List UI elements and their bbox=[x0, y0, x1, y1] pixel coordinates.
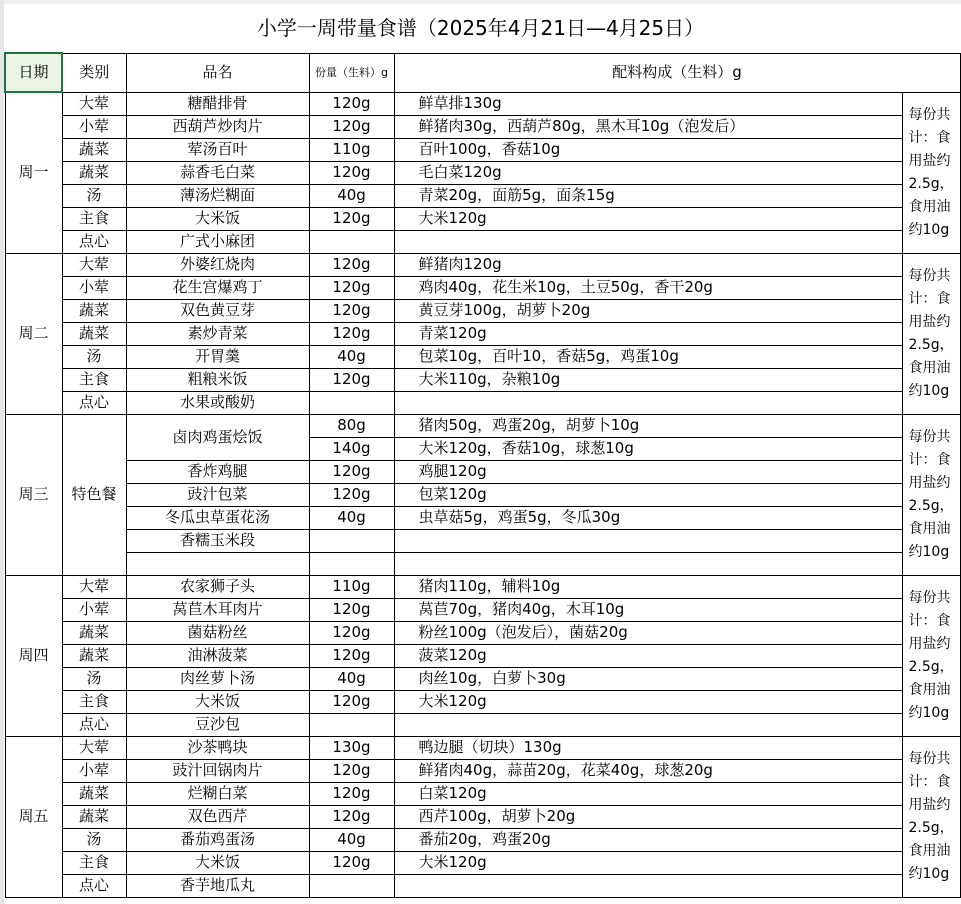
table-row bbox=[5, 345, 960, 368]
dish-cell[interactable]: 薄汤烂糊面 bbox=[126, 184, 309, 207]
table-row bbox=[5, 598, 960, 621]
table-row bbox=[5, 759, 960, 782]
dish-cell[interactable]: 烂糊白菜 bbox=[126, 782, 309, 805]
category-cell[interactable]: 主食 bbox=[62, 690, 126, 713]
qty-cell[interactable] bbox=[309, 713, 394, 736]
dish-cell[interactable]: 外婆红烧肉 bbox=[126, 253, 309, 276]
category-cell[interactable]: 点心 bbox=[62, 713, 126, 736]
table-row bbox=[5, 874, 960, 897]
dish-cell[interactable]: 农家狮子头 bbox=[126, 575, 309, 598]
day-cell[interactable]: 周五 bbox=[5, 736, 62, 897]
dish-cell[interactable] bbox=[126, 552, 309, 575]
category-cell[interactable]: 主食 bbox=[62, 851, 126, 874]
qty-cell[interactable]: 120g bbox=[309, 644, 394, 667]
qty-cell[interactable]: 110g bbox=[309, 138, 394, 161]
table-row bbox=[5, 230, 960, 253]
ingredients-cell[interactable] bbox=[394, 552, 902, 575]
ingredients-cell[interactable] bbox=[394, 713, 902, 736]
dish-cell[interactable]: 卤肉鸡蛋烩饭 bbox=[126, 414, 309, 460]
category-cell[interactable]: 小荤 bbox=[62, 759, 126, 782]
header-category[interactable]: 类别 bbox=[62, 53, 126, 92]
dish-cell[interactable]: 香炸鸡腿 bbox=[126, 460, 309, 483]
dish-cell[interactable]: 粗粮米饭 bbox=[126, 368, 309, 391]
page-title: 小学一周带量食谱（2025年4月21日—4月25日） bbox=[256, 15, 705, 40]
menu-table bbox=[4, 52, 961, 898]
qty-cell[interactable]: 120g bbox=[309, 92, 394, 115]
table-row bbox=[5, 161, 960, 184]
dish-cell[interactable]: 沙茶鸭块 bbox=[126, 736, 309, 759]
table-row bbox=[5, 92, 960, 115]
table-row bbox=[5, 782, 960, 805]
table-row bbox=[5, 644, 960, 667]
category-cell[interactable]: 蔬菜 bbox=[62, 805, 126, 828]
dish-cell[interactable]: 广式小麻团 bbox=[126, 230, 309, 253]
table-row bbox=[5, 736, 960, 759]
qty-cell[interactable]: 40g bbox=[309, 345, 394, 368]
table-row bbox=[5, 368, 960, 391]
table-row bbox=[5, 207, 960, 230]
day-cell[interactable]: 周一 bbox=[5, 92, 62, 253]
dish-cell[interactable]: 豆沙包 bbox=[126, 713, 309, 736]
category-cell[interactable]: 大荤 bbox=[62, 92, 126, 115]
table-row bbox=[5, 184, 960, 207]
qty-cell[interactable] bbox=[309, 529, 394, 552]
table-row bbox=[5, 529, 960, 552]
category-cell[interactable]: 主食 bbox=[62, 207, 126, 230]
dish-cell[interactable]: 西葫芦炒肉片 bbox=[126, 115, 309, 138]
category-cell[interactable]: 大荤 bbox=[62, 253, 126, 276]
ingredients-cell[interactable]: 莴苣70g，猪肉40g，木耳10g bbox=[394, 598, 902, 621]
qty-cell[interactable]: 110g bbox=[309, 575, 394, 598]
qty-cell[interactable]: 120g bbox=[309, 690, 394, 713]
category-cell[interactable]: 汤 bbox=[62, 184, 126, 207]
ingredients-cell[interactable]: 包菜10g，百叶10，香菇5g，鸡蛋10g bbox=[394, 345, 902, 368]
qty-cell[interactable]: 120g bbox=[309, 207, 394, 230]
dish-cell[interactable]: 菌菇粉丝 bbox=[126, 621, 309, 644]
table-row bbox=[5, 575, 960, 598]
ingredients-cell[interactable]: 青菜120g bbox=[394, 322, 902, 345]
note-cell[interactable]: 每份共计：食用盐约2.5g，食用油约10g bbox=[902, 414, 960, 575]
ingredients-cell[interactable]: 肉丝10g，白萝卜30g bbox=[394, 667, 902, 690]
table-row bbox=[5, 322, 960, 345]
header-row bbox=[5, 53, 960, 92]
ingredients-cell[interactable]: 粉丝100g（泡发后），菌菇20g bbox=[394, 621, 902, 644]
category-cell[interactable]: 点心 bbox=[62, 874, 126, 897]
ingredients-cell[interactable]: 毛白菜120g bbox=[394, 161, 902, 184]
dish-cell[interactable]: 花生宫爆鸡丁 bbox=[126, 276, 309, 299]
qty-cell[interactable]: 120g bbox=[309, 460, 394, 483]
category-cell[interactable]: 点心 bbox=[62, 391, 126, 414]
table-row bbox=[5, 414, 960, 437]
note-cell[interactable]: 每份共计：食用盐约2.5g，食用油约10g bbox=[902, 575, 960, 736]
category-cell[interactable]: 主食 bbox=[62, 368, 126, 391]
qty-cell[interactable]: 40g bbox=[309, 506, 394, 529]
dish-cell[interactable]: 素炒青菜 bbox=[126, 322, 309, 345]
category-cell[interactable]: 蔬菜 bbox=[62, 644, 126, 667]
header-ingredients[interactable]: 配料构成（生料）g bbox=[394, 53, 960, 92]
table-row bbox=[5, 828, 960, 851]
note-cell[interactable]: 每份共计：食用盐约2.5g，食用油约10g bbox=[902, 736, 960, 897]
category-cell[interactable]: 汤 bbox=[62, 345, 126, 368]
note-cell[interactable]: 每份共计：食用盐约2.5g，食用油约10g bbox=[902, 253, 960, 414]
ingredients-cell[interactable]: 大米120g bbox=[394, 690, 902, 713]
table-row bbox=[5, 299, 960, 322]
category-cell[interactable]: 蔬菜 bbox=[62, 782, 126, 805]
ingredients-cell[interactable]: 番茄20g，鸡蛋20g bbox=[394, 828, 902, 851]
qty-cell[interactable]: 120g bbox=[309, 161, 394, 184]
header-dish[interactable]: 品名 bbox=[126, 53, 309, 92]
qty-cell[interactable]: 120g bbox=[309, 621, 394, 644]
category-cell[interactable]: 汤 bbox=[62, 828, 126, 851]
qty-cell[interactable]: 120g bbox=[309, 322, 394, 345]
ingredients-cell[interactable]: 白菜120g bbox=[394, 782, 902, 805]
ingredients-cell[interactable]: 大米110g，杂粮10g bbox=[394, 368, 902, 391]
note-cell[interactable]: 每份共计：食用盐约2.5g，食用油约10g bbox=[902, 92, 960, 253]
category-cell[interactable]: 大荤 bbox=[62, 736, 126, 759]
ingredients-cell[interactable]: 鸡腿120g bbox=[394, 460, 902, 483]
qty-cell[interactable]: 80g bbox=[309, 414, 394, 437]
category-cell[interactable]: 蔬菜 bbox=[62, 621, 126, 644]
ingredients-cell[interactable]: 青菜20g，面筋5g，面条15g bbox=[394, 184, 902, 207]
qty-cell[interactable] bbox=[309, 391, 394, 414]
qty-cell[interactable]: 40g bbox=[309, 184, 394, 207]
category-cell[interactable]: 点心 bbox=[62, 230, 126, 253]
dish-cell[interactable]: 油淋菠菜 bbox=[126, 644, 309, 667]
dish-cell[interactable]: 香芋地瓜丸 bbox=[126, 874, 309, 897]
day-cell[interactable]: 周四 bbox=[5, 575, 62, 736]
qty-cell[interactable] bbox=[309, 552, 394, 575]
qty-cell[interactable]: 120g bbox=[309, 368, 394, 391]
qty-cell[interactable]: 120g bbox=[309, 851, 394, 874]
ingredients-cell[interactable]: 鲜猪肉120g bbox=[394, 253, 902, 276]
dish-cell[interactable]: 大米饭 bbox=[126, 851, 309, 874]
table-row bbox=[5, 552, 960, 575]
dish-cell[interactable]: 番茄鸡蛋汤 bbox=[126, 828, 309, 851]
table-row bbox=[5, 690, 960, 713]
dish-cell[interactable]: 豉汁回锅肉片 bbox=[126, 759, 309, 782]
ingredients-cell[interactable]: 菠菜120g bbox=[394, 644, 902, 667]
qty-cell[interactable]: 120g bbox=[309, 253, 394, 276]
qty-cell[interactable]: 40g bbox=[309, 828, 394, 851]
table-row bbox=[5, 276, 960, 299]
qty-cell[interactable]: 120g bbox=[309, 598, 394, 621]
dish-cell[interactable]: 香糯玉米段 bbox=[126, 529, 309, 552]
header-qty[interactable]: 份量（生料）g bbox=[309, 53, 394, 92]
ingredients-cell[interactable]: 鲜猪肉40g，蒜苗20g，花菜40g，球葱20g bbox=[394, 759, 902, 782]
table-row bbox=[5, 115, 960, 138]
dish-cell[interactable]: 冬瓜虫草蛋花汤 bbox=[126, 506, 309, 529]
header-date[interactable]: 日期 bbox=[5, 53, 62, 92]
ingredients-cell[interactable]: 黄豆芽100g，胡萝卜20g bbox=[394, 299, 902, 322]
dish-cell[interactable]: 蒜香毛白菜 bbox=[126, 161, 309, 184]
ingredients-cell[interactable]: 大米120g bbox=[394, 207, 902, 230]
dish-cell[interactable]: 双色黄豆芽 bbox=[126, 299, 309, 322]
dish-cell[interactable]: 大米饭 bbox=[126, 207, 309, 230]
table-row bbox=[5, 667, 960, 690]
table-row bbox=[5, 713, 960, 736]
category-cell[interactable]: 蔬菜 bbox=[62, 299, 126, 322]
dish-cell[interactable]: 水果或酸奶 bbox=[126, 391, 309, 414]
category-cell[interactable]: 小荤 bbox=[62, 115, 126, 138]
qty-cell[interactable]: 120g bbox=[309, 115, 394, 138]
category-cell[interactable]: 蔬菜 bbox=[62, 161, 126, 184]
qty-cell[interactable]: 120g bbox=[309, 782, 394, 805]
qty-cell[interactable]: 120g bbox=[309, 299, 394, 322]
category-cell[interactable]: 汤 bbox=[62, 667, 126, 690]
ingredients-cell[interactable]: 大米120g bbox=[394, 851, 902, 874]
qty-cell[interactable]: 120g bbox=[309, 483, 394, 506]
ingredients-cell[interactable]: 鲜草排130g bbox=[394, 92, 902, 115]
ingredients-cell[interactable] bbox=[394, 529, 902, 552]
ingredients-cell[interactable]: 鸡肉40g，花生米10g，土豆50g，香干20g bbox=[394, 276, 902, 299]
category-cell[interactable]: 小荤 bbox=[62, 276, 126, 299]
ingredients-cell[interactable]: 包菜120g bbox=[394, 483, 902, 506]
category-cell[interactable]: 小荤 bbox=[62, 598, 126, 621]
ingredients-cell[interactable]: 大米120g，香菇10g，球葱10g bbox=[394, 437, 902, 460]
ingredients-cell[interactable]: 西芹100g，胡萝卜20g bbox=[394, 805, 902, 828]
dish-cell[interactable]: 豉汁包菜 bbox=[126, 483, 309, 506]
dish-cell[interactable]: 肉丝萝卜汤 bbox=[126, 667, 309, 690]
dish-cell[interactable]: 荤汤百叶 bbox=[126, 138, 309, 161]
dish-cell[interactable]: 莴苣木耳肉片 bbox=[126, 598, 309, 621]
category-cell[interactable]: 蔬菜 bbox=[62, 322, 126, 345]
day-cell[interactable]: 周三 bbox=[5, 414, 62, 575]
ingredients-cell[interactable]: 鸭边腿（切块）130g bbox=[394, 736, 902, 759]
qty-cell[interactable]: 140g bbox=[309, 437, 394, 460]
table-row bbox=[5, 138, 960, 161]
table-row bbox=[5, 253, 960, 276]
menu-body bbox=[5, 92, 960, 897]
qty-cell[interactable] bbox=[309, 874, 394, 897]
dish-cell[interactable]: 糖醋排骨 bbox=[126, 92, 309, 115]
dish-cell[interactable]: 开胃羹 bbox=[126, 345, 309, 368]
ingredients-cell[interactable]: 鲜猪肉30g，西葫芦80g，黑木耳10g（泡发后） bbox=[394, 115, 902, 138]
qty-cell[interactable]: 130g bbox=[309, 736, 394, 759]
qty-cell[interactable] bbox=[309, 230, 394, 253]
ingredients-cell[interactable]: 虫草菇5g，鸡蛋5g，冬瓜30g bbox=[394, 506, 902, 529]
ingredients-cell[interactable] bbox=[394, 874, 902, 897]
ingredients-cell[interactable] bbox=[394, 230, 902, 253]
qty-cell[interactable]: 120g bbox=[309, 805, 394, 828]
table-row bbox=[5, 851, 960, 874]
qty-cell[interactable]: 120g bbox=[309, 276, 394, 299]
qty-cell[interactable]: 40g bbox=[309, 667, 394, 690]
ingredients-cell[interactable]: 百叶100g，香菇10g bbox=[394, 138, 902, 161]
day-cell[interactable]: 周二 bbox=[5, 253, 62, 414]
qty-cell[interactable]: 120g bbox=[309, 759, 394, 782]
ingredients-cell[interactable]: 猪肉110g，辅料10g bbox=[394, 575, 902, 598]
table-row bbox=[5, 621, 960, 644]
ingredients-cell[interactable]: 猪肉50g，鸡蛋20g，胡萝卜10g bbox=[394, 414, 902, 437]
category-cell[interactable]: 特色餐 bbox=[62, 414, 126, 575]
category-cell[interactable]: 大荤 bbox=[62, 575, 126, 598]
table-row bbox=[5, 506, 960, 529]
table-row bbox=[5, 805, 960, 828]
dish-cell[interactable]: 双色西芹 bbox=[126, 805, 309, 828]
table-row bbox=[5, 460, 960, 483]
ingredients-cell[interactable] bbox=[394, 391, 902, 414]
table-row bbox=[5, 483, 960, 506]
dish-cell[interactable]: 大米饭 bbox=[126, 690, 309, 713]
category-cell[interactable]: 蔬菜 bbox=[62, 138, 126, 161]
table-row bbox=[5, 391, 960, 414]
